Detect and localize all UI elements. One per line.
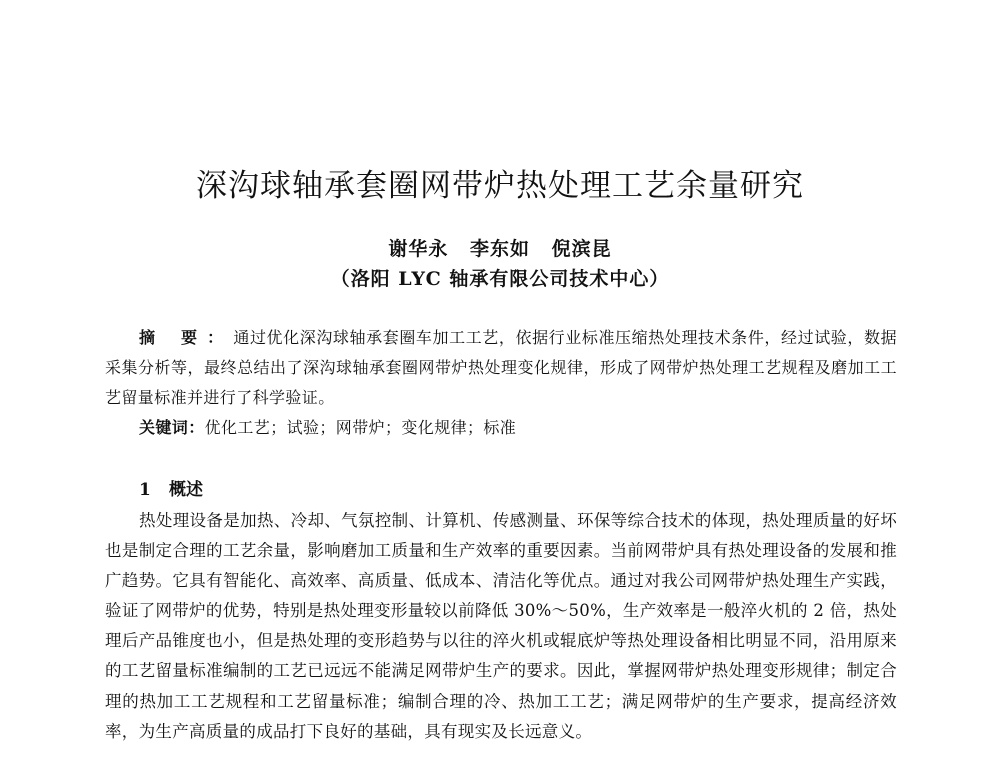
- keywords-label: 关键词：: [139, 418, 205, 437]
- abstract-text: 通过优化深沟球轴承套圈车加工工艺，依据行业标准压缩热处理技术条件，经过试验，数据采集分析等，最终总结出了深沟球轴承套圈网带炉热处理变化规律，形成了网带炉热处理工艺规程及磨加工工艺留量标准并进行了科学验证。: [105, 328, 897, 407]
- author-affiliation: （洛阳 LYC 轴承有限公司技术中心）: [330, 268, 670, 290]
- author-list: 谢华永 李东如 倪滨昆: [388, 238, 612, 260]
- section-body-paragraph: 热处理设备是加热、冷却、气氛控制、计算机、传感测量、环保等综合技术的体现，热处理质量的好坏也是制定合理的工艺余量，影响磨加工质量和生产效率的重要因素。当前网带炉具有热处理设备的发展和推广趋势。它具有智能化、高效率、高质量、低成本、清洁化等优点。通过对我公司网带炉热处理生产实践，验证了网带炉的优势，特别是热处理变形量较以前降低 30%～50%，生产效率是一般淬火机的 2 倍，热处理后产品锥度也小，但是热处理的变形趋势与以往的淬火机或辊底炉等热处理设备相比明显不同，沿用原来的工艺留量标准编制的工艺已远远不能满足网带炉生产的要求。因此，掌握网带炉热处理变形规律；制定合理的热加工工艺规程和工艺留量标准；编制合理的冷、热加工工艺；满足网带炉的生产要求，提高经济效率，为生产高质量的成品打下良好的基础，具有现实及长远意义。: [105, 511, 897, 741]
- section-heading: [139, 475, 203, 505]
- section-title: 概述: [169, 480, 203, 500]
- section-number: 1: [139, 480, 151, 500]
- keywords-text: 优化工艺；试验；网带炉；变化规律；标准: [204, 418, 517, 437]
- abstract-label: 摘 要：: [139, 328, 234, 347]
- keywords: [139, 413, 897, 443]
- abstract: [105, 323, 897, 413]
- paper-title: 深沟球轴承套圈网带炉热处理工艺余量研究: [196, 168, 804, 204]
